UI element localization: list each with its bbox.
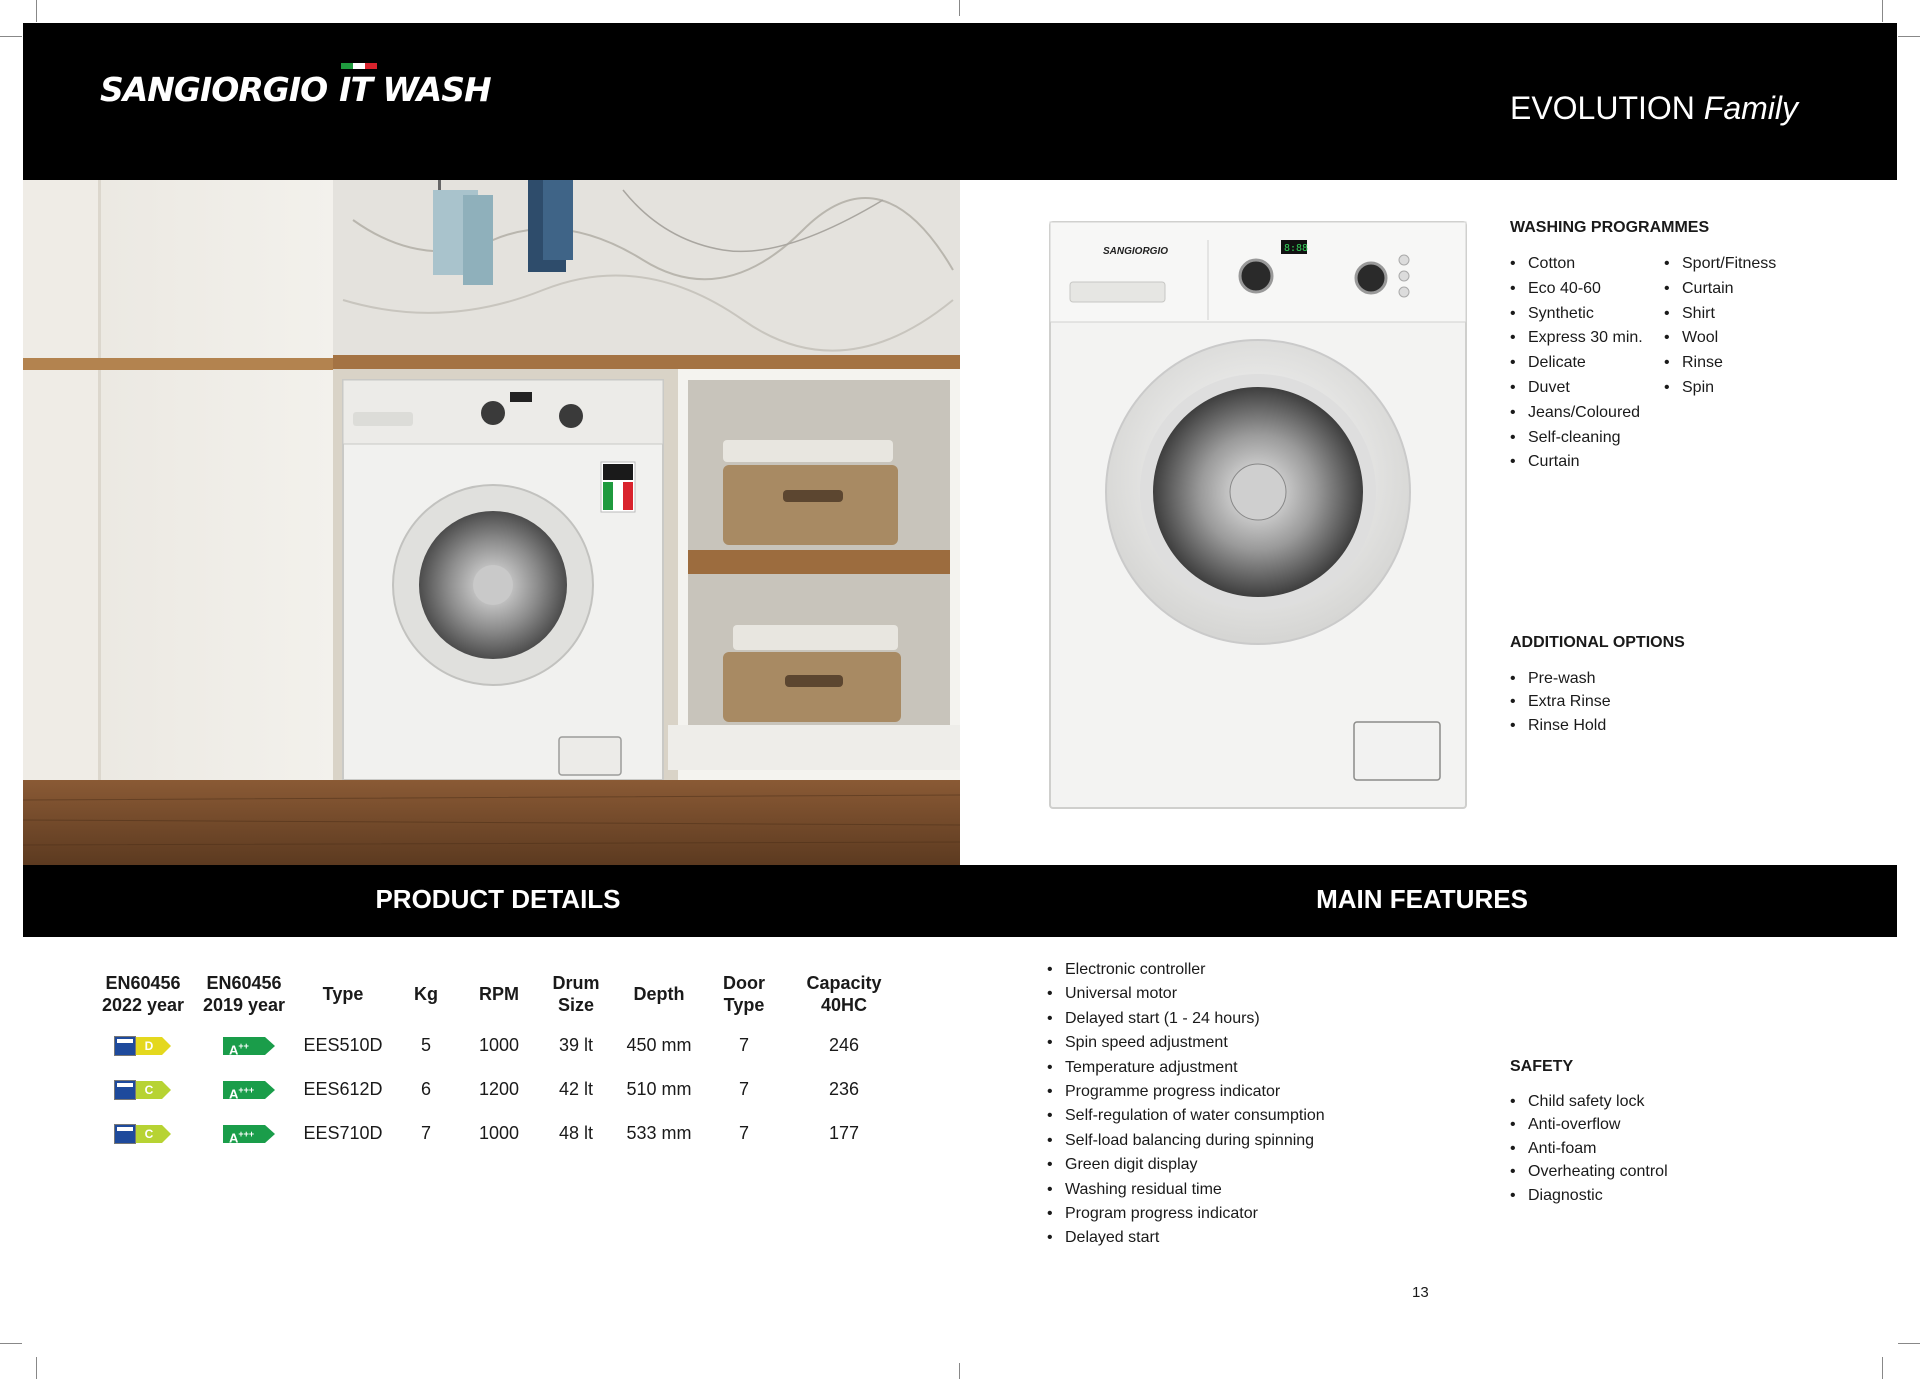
cell-kg: 5 xyxy=(420,1034,431,1055)
page-number: 13 xyxy=(1412,1284,1429,1301)
list-item: • Diagnostic xyxy=(1510,1184,1668,1207)
header-en60456-2019: EN60456 2019 year xyxy=(202,973,286,1015)
list-item: • Curtain xyxy=(1664,277,1776,302)
list-item: • Rinse xyxy=(1664,351,1776,376)
cell-type: EES710D xyxy=(303,1122,383,1143)
list-item: • Electronic controller xyxy=(1047,958,1325,982)
header-en60456-2022: EN60456 2022 year xyxy=(101,973,185,1015)
header-door-type: Door Type xyxy=(723,973,765,1015)
header-kg: Kg xyxy=(414,984,438,1004)
crop-mark xyxy=(959,1363,960,1379)
list-item: • Program progress indicator xyxy=(1047,1202,1325,1226)
cell-rpm: 1000 xyxy=(478,1034,520,1055)
cell-type: EES510D xyxy=(303,1034,383,1055)
crop-mark xyxy=(36,1357,37,1379)
crop-mark xyxy=(0,36,22,37)
table-header-row xyxy=(92,965,904,1023)
energy-class-letter: C xyxy=(136,1125,162,1143)
list-item: • Green digit display xyxy=(1047,1153,1325,1177)
washing-programmes-title: WASHING PROGRAMMES xyxy=(1510,219,1710,236)
header-rpm: RPM xyxy=(479,984,519,1004)
energy-label-2019-icon: A++ xyxy=(223,1037,265,1055)
list-item: • Self-regulation of water consumption xyxy=(1047,1104,1325,1128)
list-item: • Delicate xyxy=(1510,351,1643,376)
table-row xyxy=(92,1111,904,1155)
header-capacity: Capacity 40HC xyxy=(806,973,882,1015)
cell-door-type: 7 xyxy=(738,1078,749,1099)
table-row xyxy=(92,1067,904,1111)
laundry-scene-illustration xyxy=(23,180,960,865)
energy-class-letter: C xyxy=(136,1081,162,1099)
washing-machine-illustration xyxy=(1048,220,1468,810)
cell-capacity: 246 xyxy=(828,1034,860,1055)
cell-depth: 533 mm xyxy=(626,1122,692,1143)
list-item: • Extra Rinse xyxy=(1510,690,1611,713)
list-item: • Rinse Hold xyxy=(1510,714,1611,737)
list-item: • Delayed start xyxy=(1047,1226,1325,1250)
energy-class-2019 xyxy=(194,1111,294,1155)
list-item: • Child safety lock xyxy=(1510,1090,1668,1113)
washing-programmes-list-2 xyxy=(1664,252,1776,401)
product-details-title: PRODUCT DETAILS xyxy=(375,884,621,914)
list-item: • Wool xyxy=(1664,326,1776,351)
energy-class-2019 xyxy=(194,1023,294,1067)
list-item: • Overheating control xyxy=(1510,1160,1668,1183)
cell-depth: 510 mm xyxy=(626,1078,692,1099)
list-item: • Shirt xyxy=(1664,302,1776,327)
list-item: • Synthetic xyxy=(1510,302,1643,327)
list-item: • Duvet xyxy=(1510,376,1643,401)
italian-flag-icon xyxy=(341,63,377,69)
product-details-table xyxy=(92,965,904,1155)
list-item: • Universal motor xyxy=(1047,982,1325,1006)
list-item: • Washing residual time xyxy=(1047,1178,1325,1202)
cell-depth: 450 mm xyxy=(626,1034,692,1055)
list-item: • Temperature adjustment xyxy=(1047,1056,1325,1080)
laundry-room-photo xyxy=(23,180,960,865)
cell-kg: 6 xyxy=(420,1078,431,1099)
washing-programmes-list-1 xyxy=(1510,252,1643,475)
list-item: • Delayed start (1 - 24 hours) xyxy=(1047,1007,1325,1031)
cell-door-type: 7 xyxy=(738,1034,749,1055)
additional-options-title: ADDITIONAL OPTIONS xyxy=(1510,634,1685,651)
energy-class-2022 xyxy=(92,1067,194,1111)
list-item: • Pre-wash xyxy=(1510,667,1611,690)
brand-logo xyxy=(100,70,491,109)
energy-label-2022-icon xyxy=(114,1036,172,1056)
list-item: • Programme progress indicator xyxy=(1047,1080,1325,1104)
header-depth: Depth xyxy=(633,984,685,1004)
logo-it-wash: IT WASH xyxy=(339,70,490,109)
list-item: • Cotton xyxy=(1510,252,1643,277)
crop-mark xyxy=(36,0,37,22)
cell-drum-size: 39 lt xyxy=(558,1034,594,1055)
display-digits: 8:88 xyxy=(1284,243,1309,254)
list-item: • Self-load balancing during spinning xyxy=(1047,1129,1325,1153)
energy-label-2022-icon xyxy=(114,1080,172,1100)
family-italic: Family xyxy=(1703,90,1798,126)
crop-mark xyxy=(959,0,960,16)
energy-label-2019-icon: A+++ xyxy=(223,1125,265,1143)
crop-mark xyxy=(1882,0,1883,22)
crop-mark xyxy=(1898,1343,1920,1344)
cell-type: EES612D xyxy=(303,1078,383,1099)
cell-drum-size: 42 lt xyxy=(558,1078,594,1099)
energy-class-2022 xyxy=(92,1111,194,1155)
energy-class-2022 xyxy=(92,1023,194,1067)
list-item: • Jeans/Coloured xyxy=(1510,401,1643,426)
energy-class-letter: D xyxy=(136,1037,162,1055)
safety-title: SAFETY xyxy=(1510,1058,1574,1075)
energy-label-2022-icon xyxy=(114,1124,172,1144)
family-main: EVOLUTION xyxy=(1509,90,1695,126)
cell-kg: 7 xyxy=(420,1122,431,1143)
logo-brand: SANGIORGIO xyxy=(100,70,328,109)
header-drum-size: Drum Size xyxy=(552,973,600,1015)
cell-door-type: 7 xyxy=(738,1122,749,1143)
list-item: • Express 30 min. xyxy=(1510,326,1643,351)
list-item: • Curtain xyxy=(1510,450,1643,475)
safety-list xyxy=(1510,1090,1668,1207)
cell-capacity: 177 xyxy=(828,1122,860,1143)
list-item: • Spin xyxy=(1664,376,1776,401)
cell-rpm: 1200 xyxy=(478,1078,520,1099)
family-title xyxy=(1510,90,1798,127)
additional-options-list xyxy=(1510,667,1611,737)
washing-machine-product-photo xyxy=(1048,220,1468,810)
main-features-list xyxy=(1047,958,1325,1251)
list-item: • Anti-overflow xyxy=(1510,1113,1668,1136)
energy-label-2019-icon: A+++ xyxy=(223,1081,265,1099)
cell-capacity: 236 xyxy=(828,1078,860,1099)
list-item: • Eco 40-60 xyxy=(1510,277,1643,302)
header-type: Type xyxy=(322,984,364,1004)
list-item: • Anti-foam xyxy=(1510,1137,1668,1160)
machine-brand-label: SANGIORGIO xyxy=(1103,246,1169,257)
crop-mark xyxy=(0,1343,22,1344)
list-item: • Spin speed adjustment xyxy=(1047,1031,1325,1055)
main-features-title: MAIN FEATURES xyxy=(1316,884,1528,914)
list-item: • Sport/Fitness xyxy=(1664,252,1776,277)
table-row xyxy=(92,1023,904,1067)
list-item: • Self-cleaning xyxy=(1510,426,1643,451)
energy-class-2019 xyxy=(194,1067,294,1111)
cell-rpm: 1000 xyxy=(478,1122,520,1143)
crop-mark xyxy=(1882,1357,1883,1379)
cell-drum-size: 48 lt xyxy=(558,1122,594,1143)
crop-mark xyxy=(1898,36,1920,37)
